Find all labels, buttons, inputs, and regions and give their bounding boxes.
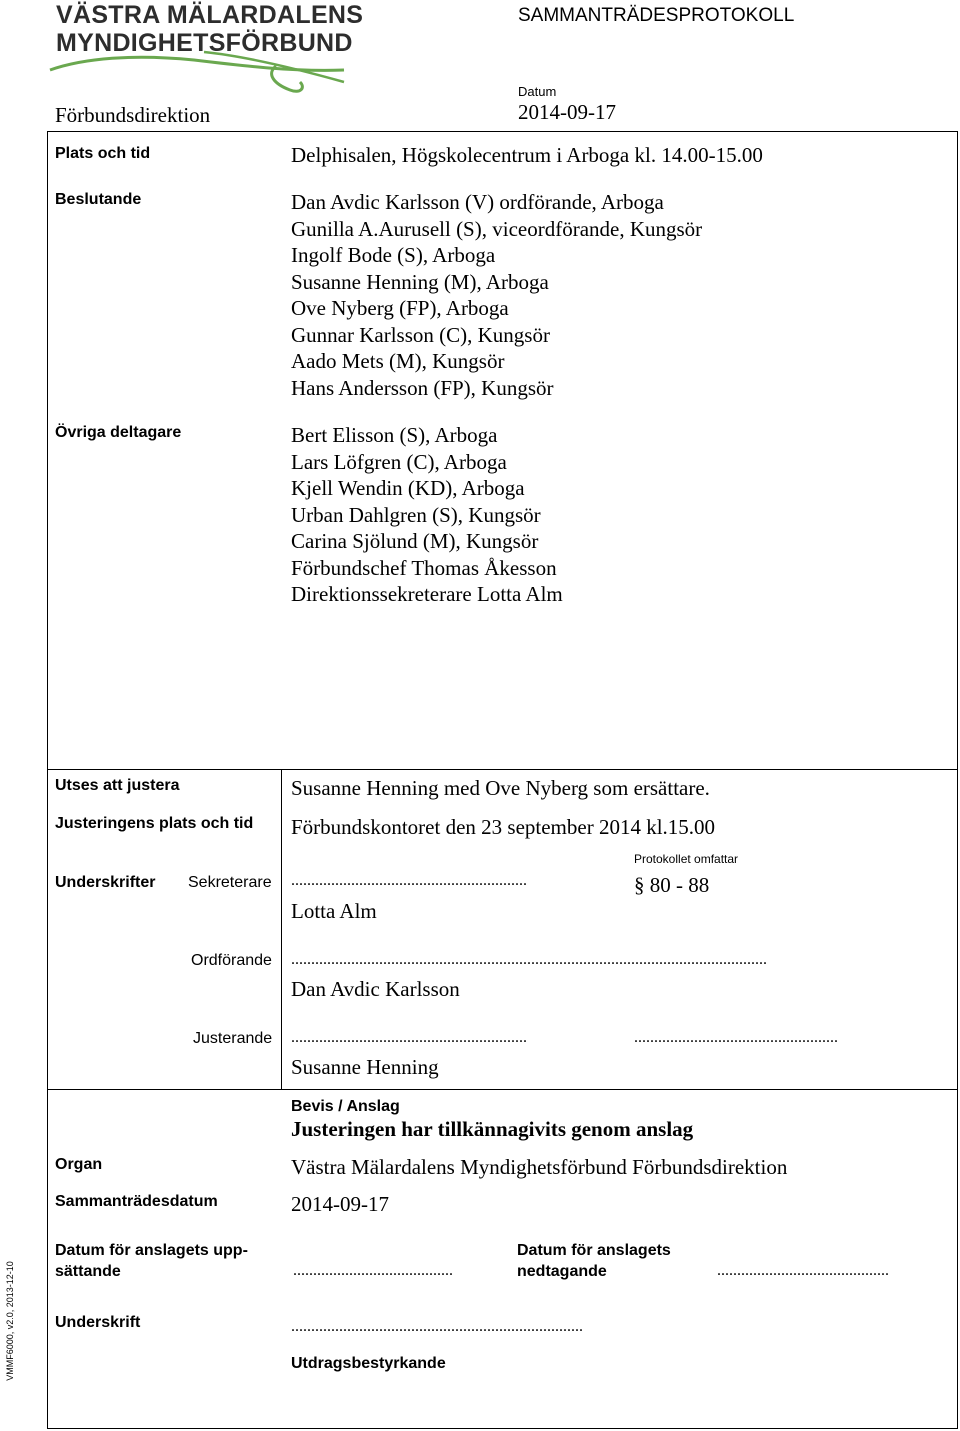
date-value: 2014-09-17 [518, 100, 616, 124]
adjuster-signature-label: Justerande [193, 1030, 273, 1047]
organ-label: Organ [55, 1156, 103, 1173]
participant: Direktionssekreterare Lotta Alm [291, 582, 563, 606]
decision-label: Beslutande [55, 191, 142, 208]
justering-place-label: Justeringens plats och tid [55, 815, 254, 832]
removed-date-label-line-1: Datum för anslagets [517, 1242, 671, 1259]
posted-date-line: ........................................ [293, 1262, 453, 1279]
extract-certification-label: Utdragsbestyrkande [291, 1355, 446, 1372]
section-divider-anslag [47, 1089, 958, 1090]
secretary-label: Sekreterare [188, 874, 272, 891]
logo-line-1: VÄSTRA MÄLARDALENS [56, 1, 364, 29]
document-type: SAMMANTRÄDESPROTOKOLL [518, 5, 795, 26]
participant: Förbundschef Thomas Åkesson [291, 555, 557, 580]
secretary-name: Lotta Alm [291, 899, 377, 923]
chair-label: Ordförande [191, 952, 272, 969]
posted-date-label [55, 1240, 248, 1282]
participant: Carina Sjölund (M), Kungsör [291, 529, 539, 553]
secretary-signature-line: ........................................................... [291, 872, 527, 889]
department-title: Förbundsdirektion [55, 103, 211, 127]
chair-name: Dan Avdic Karlsson [291, 977, 460, 1001]
participant: Lars Löfgren (C), Arboga [291, 449, 507, 474]
participant: Kjell Wendin (KD), Arboga [291, 476, 525, 500]
top-border [47, 131, 958, 132]
participant: Bert Elisson (S), Arboga [291, 423, 498, 447]
justering-place-value: Förbundskontoret den 23 september 2014 kl.15.00 [291, 815, 716, 839]
signatures-label: Underskrifter [55, 874, 156, 891]
logo-line-2: MYNDIGHETSFÖRBUND [56, 29, 353, 57]
meeting-date-label: Sammanträdesdatum [55, 1193, 218, 1210]
right-border [957, 131, 958, 1429]
adjuster-signature-line-1: ........................................................... [291, 1029, 527, 1046]
adjuster-value: Susanne Henning med Ove Nyberg som ersättare. [291, 776, 710, 800]
others-label: Övriga deltagare [55, 424, 182, 441]
place-label: Plats och tid [55, 145, 151, 162]
member: Dan Avdic Karlsson (V) ordförande, Arboga [291, 190, 664, 214]
removed-date-line: ........................................... [717, 1262, 889, 1279]
removed-date-label [517, 1240, 671, 1282]
posted-date-label-line-1: Datum för anslagets upp- [55, 1242, 248, 1259]
covers-value: § 80 - 88 [634, 873, 710, 897]
signature-line: ......................................................................... [291, 1318, 583, 1335]
form-code: VMMF6000, v2.0, 2013-12-10 [5, 1261, 15, 1381]
others-members [291, 422, 563, 608]
organ-value: Västra Mälardalens Myndighetsförbund Förbundsdirektion [291, 1155, 788, 1179]
member: Ingolf Bode (S), Arboga [291, 243, 496, 267]
posted-date-label-line-2: sättande [55, 1263, 121, 1280]
member: Hans Andersson (FP), Kungsör [291, 375, 554, 400]
participant: Urban Dahlgren (S), Kungsör [291, 502, 541, 527]
member: Gunilla A.Aurusell (S), viceordförande, Kungsör [291, 216, 703, 241]
member: Aado Mets (M), Kungsör [291, 349, 505, 373]
left-border [47, 131, 48, 1429]
removed-date-label-line-2: nedtagande [517, 1263, 607, 1280]
logo-swoosh-icon [44, 48, 364, 100]
anslag-subtitle: Justeringen har tillkännagivits genom anslag [291, 1117, 694, 1141]
member: Susanne Henning (M), Arboga [291, 269, 549, 294]
covers-label: Protokollet omfattar [634, 852, 739, 866]
decision-members [291, 189, 702, 401]
adjuster-signature-line-2: ................................................... [634, 1029, 838, 1046]
member: Ove Nyberg (FP), Arboga [291, 296, 509, 320]
anslag-title: Bevis / Anslag [291, 1098, 400, 1115]
label-column-divider [281, 769, 282, 1089]
signature-label: Underskrift [55, 1314, 141, 1331]
meeting-date-value: 2014-09-17 [291, 1192, 389, 1216]
adjuster-name: Susanne Henning [291, 1055, 439, 1079]
adjuster-label: Utses att justera [55, 777, 180, 794]
member: Gunnar Karlsson (C), Kungsör [291, 322, 550, 347]
section-divider-justering [47, 769, 958, 770]
bottom-border [47, 1428, 958, 1429]
place-value: Delphisalen, Högskolecentrum i Arboga kl. 14.00-15.00 [291, 143, 763, 167]
chair-signature-line: ....................................................................................................................... [291, 951, 767, 968]
date-label: Datum [518, 84, 557, 99]
